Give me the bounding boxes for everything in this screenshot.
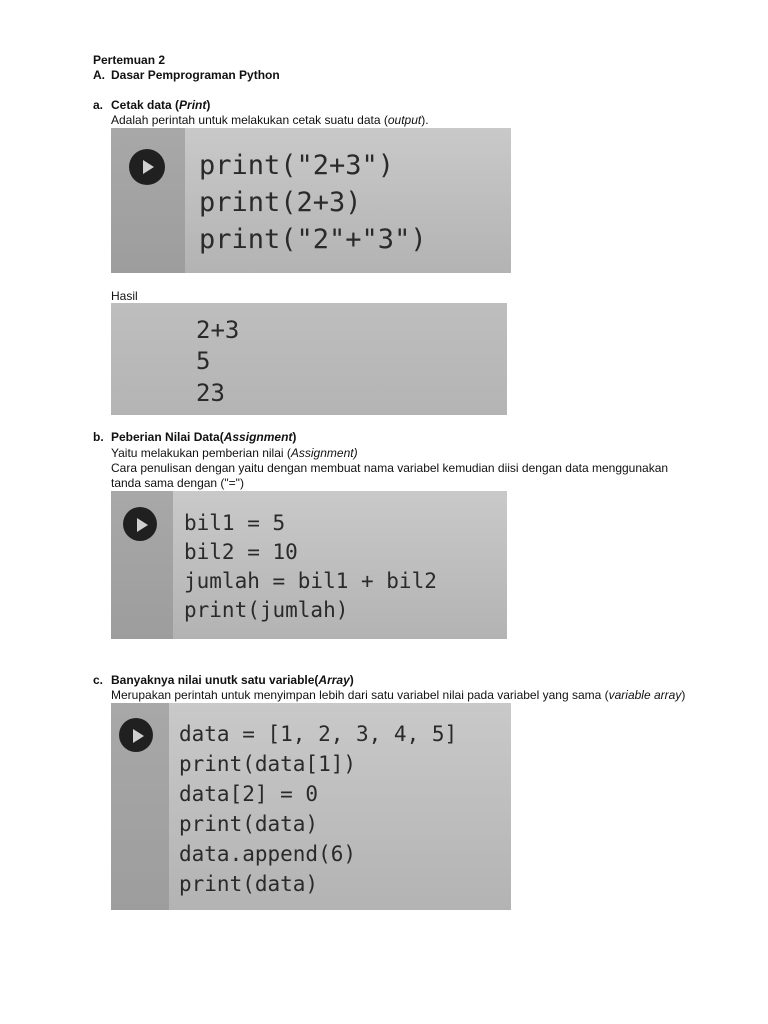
part-a-title: Cetak data (Print) bbox=[111, 98, 211, 112]
part-c-marker: c. bbox=[93, 673, 104, 687]
part-b-description-3: tanda sama dengan ("=") bbox=[111, 476, 244, 490]
part-b-description-1: Yaitu melakukan pemberian nilai (Assignment) bbox=[111, 446, 358, 460]
code-line: print("2"+"3") bbox=[199, 224, 427, 255]
code-line: data[2] = 0 bbox=[179, 782, 319, 806]
play-button-icon bbox=[119, 718, 153, 752]
code-line: jumlah = bil1 + bil2 bbox=[184, 569, 437, 593]
part-c-description: Merupakan perintah untuk menyimpan lebih dari satu variabel nilai pada variabel yang sama (variable array) bbox=[111, 688, 686, 702]
output-line: 5 bbox=[196, 347, 211, 375]
section-marker: A. bbox=[93, 68, 105, 82]
part-a-description: Adalah perintah untuk melakukan cetak suatu data (output). bbox=[111, 113, 429, 127]
code-line: bil2 = 10 bbox=[184, 540, 298, 564]
output-image bbox=[111, 303, 507, 415]
code-line: print(data) bbox=[179, 872, 319, 896]
code-image-array bbox=[111, 703, 511, 910]
part-a-marker: a. bbox=[93, 98, 104, 112]
part-b-title: Peberian Nilai Data(Assignment) bbox=[111, 430, 297, 444]
code-line: print(data) bbox=[179, 812, 319, 836]
play-button-icon bbox=[129, 149, 165, 185]
code-line: print(data[1]) bbox=[179, 752, 357, 776]
output-line: 2+3 bbox=[196, 316, 240, 344]
code-line: bil1 = 5 bbox=[184, 511, 286, 535]
code-image-print bbox=[111, 128, 511, 273]
play-button-icon bbox=[123, 507, 157, 541]
section-title: Dasar Pemprograman Python bbox=[111, 68, 280, 82]
code-line: data = [1, 2, 3, 4, 5] bbox=[179, 722, 458, 746]
code-image-assignment bbox=[111, 491, 507, 639]
code-line: print("2+3") bbox=[199, 150, 395, 181]
output-line: 23 bbox=[196, 379, 225, 407]
code-line: print(jumlah) bbox=[184, 598, 349, 622]
part-b-description-2: Cara penulisan dengan yaitu dengan membuat nama variabel kemudian diisi dengan data menggunakan bbox=[111, 461, 669, 475]
part-c-title: Banyaknya nilai unutk satu variable(Array) bbox=[111, 673, 354, 687]
part-b-marker: b. bbox=[93, 430, 104, 444]
code-line: data.append(6) bbox=[179, 842, 357, 866]
meeting-title: Pertemuan 2 bbox=[93, 53, 166, 67]
result-label: Hasil bbox=[111, 289, 138, 303]
code-line: print(2+3) bbox=[199, 187, 362, 218]
